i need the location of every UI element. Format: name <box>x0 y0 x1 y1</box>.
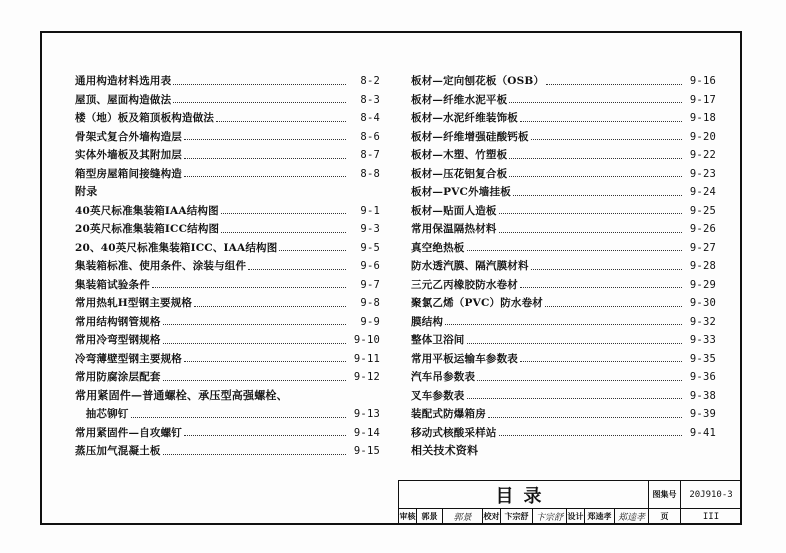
toc-entry-page: 9-24 <box>689 186 716 198</box>
checker-cell <box>501 508 533 525</box>
toc-entry <box>411 276 716 295</box>
toc-entry-title: 屋顶、屋面构造做法 <box>75 93 172 106</box>
review-label: 审核 <box>399 511 416 521</box>
toc-entry <box>411 109 716 128</box>
toc-right-column <box>411 72 716 461</box>
page-label: 页 <box>660 511 669 521</box>
toc-entry-title: 冷弯薄壁型钢主要规格 <box>75 352 182 365</box>
toc-leader-dots <box>488 417 682 418</box>
toc-entry-title: 箱型房屋箱间接缝构造 <box>75 167 182 180</box>
sheet-title: 目录 <box>495 485 552 507</box>
sheet-title-cell <box>399 481 649 508</box>
toc-entry-page: 9-15 <box>353 445 380 457</box>
toc-entry <box>75 276 380 295</box>
toc-entry-page: 9-23 <box>689 167 716 180</box>
toc-entry-page: 9-26 <box>689 223 716 235</box>
toc-leader-dots <box>184 158 346 159</box>
toc-leader-dots <box>513 195 682 196</box>
toc-leader-dots <box>221 232 346 233</box>
toc-entry-page: 8-7 <box>360 149 380 161</box>
toc-entry-title: 装配式防爆箱房 <box>411 408 486 420</box>
toc-entry-title: 常用保温隔热材料 <box>411 223 497 235</box>
toc-leader-dots <box>520 361 682 362</box>
toc-entry-title: 板材—纤维水泥平板 <box>411 93 508 106</box>
toc-entry-page: 8-2 <box>360 75 380 87</box>
title-block-top-row <box>399 481 740 509</box>
toc-entry-page: 9-9 <box>360 315 380 328</box>
toc-entry <box>411 239 716 258</box>
toc-entry <box>75 368 380 387</box>
toc-entry-title: 常用防腐涂层配套 <box>75 371 161 383</box>
toc-entry-title: 常用热轧H型钢主要规格 <box>75 297 193 309</box>
toc-entry <box>411 424 716 443</box>
toc-leader-dots <box>221 213 346 214</box>
page-label-cell <box>649 508 681 525</box>
toc-entry <box>75 146 380 165</box>
toc-entry <box>411 387 716 406</box>
toc-entry-title: 板材—定向刨花板（OSB） <box>411 75 545 87</box>
toc-entry-page: 8-6 <box>360 130 380 143</box>
toc-leader-dots <box>445 324 682 325</box>
toc-leader-dots <box>163 380 346 381</box>
toc-entry <box>75 165 380 184</box>
toc-entry-title: 汽车吊参数表 <box>411 371 476 383</box>
toc-entry <box>75 220 380 239</box>
toc-entry-title: 板材—纤维增强硅酸钙板 <box>411 130 529 143</box>
toc-entry-page: 9-39 <box>689 408 716 420</box>
toc-entry-title: 20、40英尺标准集装箱ICC、IAA结构图 <box>75 241 278 254</box>
toc-entry-title: 楼（地）板及箱顶板构造做法 <box>75 112 215 124</box>
toc-entry-title: 真空绝热板 <box>411 241 465 254</box>
toc-entry-page: 9-33 <box>689 334 716 346</box>
atlas-no-cell <box>681 481 741 508</box>
toc-entry-title: 膜结构 <box>411 315 444 328</box>
toc-entry <box>411 183 716 202</box>
toc-leader-dots <box>173 84 346 85</box>
check-label-cell <box>483 508 501 525</box>
toc-leader-dots <box>248 269 346 270</box>
toc-entry-title: 通用构造材料选用表 <box>75 75 172 87</box>
toc-entry-page: 8-8 <box>360 167 380 180</box>
toc-entry-title: 板材—水泥纤维装饰板 <box>411 112 518 124</box>
toc-entry <box>411 128 716 147</box>
toc-leader-dots <box>173 102 346 103</box>
toc-entry <box>75 313 380 332</box>
toc-entry-page: 9-12 <box>353 371 380 383</box>
toc-leader-dots <box>546 84 682 85</box>
toc-entry <box>75 128 380 147</box>
reviewer-name: 郭景 <box>421 511 438 521</box>
toc-entry <box>411 72 716 91</box>
toc-entry <box>411 202 716 221</box>
toc-leader-dots <box>520 287 682 288</box>
check-label: 校对 <box>483 511 500 521</box>
toc-leader-dots <box>509 176 682 177</box>
title-block-bottom-row <box>399 508 740 525</box>
toc-entry <box>75 442 380 461</box>
toc-entry <box>75 183 380 202</box>
atlas-label-cell <box>649 481 681 508</box>
toc-entry-page: 9-7 <box>360 278 380 291</box>
toc-entry <box>411 350 716 369</box>
toc-entry-title: 常用紧固件—自攻螺钉 <box>75 426 182 439</box>
toc-entry-page: 9-10 <box>353 334 380 346</box>
toc-entry-page: 9-6 <box>360 260 380 272</box>
toc-entry <box>75 405 380 424</box>
toc-leader-dots <box>184 176 346 177</box>
toc-entry-page: 9-3 <box>360 223 380 235</box>
toc-entry-title: 20英尺标准集装箱ICC结构图 <box>75 223 220 235</box>
toc-entry-title: 常用紧固件—普通螺栓、承压型高强螺栓、 <box>75 388 288 402</box>
toc-entry-title: 骨架式复合外墙构造层 <box>75 130 182 143</box>
toc-entry <box>411 257 716 276</box>
toc-entry-page: 9-20 <box>689 130 716 143</box>
reviewer-signature-cell <box>443 508 483 525</box>
toc-entry-page: 9-30 <box>689 297 716 309</box>
toc-leader-dots <box>163 454 346 455</box>
toc-entry <box>75 109 380 128</box>
toc-entry <box>75 202 380 221</box>
toc-entry <box>411 368 716 387</box>
toc-leader-dots <box>194 306 346 307</box>
designer-cell <box>585 508 615 525</box>
toc-entry <box>411 313 716 332</box>
page-number: III <box>702 511 720 522</box>
toc-leader-dots <box>509 158 682 159</box>
toc-entry <box>75 331 380 350</box>
toc-entry-page: 9-25 <box>689 204 716 217</box>
toc-entry <box>411 165 716 184</box>
toc-entry-page: 9-27 <box>689 241 716 254</box>
toc-entry-page: 9-28 <box>689 260 716 272</box>
toc-leader-dots <box>499 213 682 214</box>
toc-entry-title: 聚氯乙烯（PVC）防水卷材 <box>411 297 543 309</box>
toc-leader-dots <box>467 398 683 399</box>
toc-leader-dots <box>531 139 682 140</box>
toc-entry-title: 蒸压加气混凝土板 <box>75 445 161 457</box>
toc-entry-page: 9-1 <box>360 204 380 217</box>
checker-signature-cell <box>533 508 567 525</box>
toc-entry-page: 9-13 <box>353 408 380 420</box>
toc-entry-page: 9-11 <box>353 352 380 365</box>
toc-leader-dots <box>477 380 682 381</box>
toc-entry-title: 移动式核酸采样站 <box>411 426 497 439</box>
toc-leader-dots <box>184 139 346 140</box>
toc-entry-title: 叉车参数表 <box>411 389 465 402</box>
toc-entry-title: 板材—PVC外墙挂板 <box>411 186 511 198</box>
toc-entry <box>411 405 716 424</box>
toc-entry-page: 9-17 <box>689 93 716 106</box>
toc-entry <box>411 442 716 461</box>
toc-entry <box>75 387 380 406</box>
toc-entry-page: 9-32 <box>689 315 716 328</box>
title-block <box>398 480 740 524</box>
toc-entry <box>75 257 380 276</box>
toc-leader-dots <box>279 250 346 251</box>
toc-entry <box>75 72 380 91</box>
toc-entry <box>411 146 716 165</box>
toc-entry-title: 抽芯铆钉 <box>75 408 129 420</box>
toc-entry <box>75 294 380 313</box>
toc-entry-page: 9-14 <box>353 426 380 439</box>
toc-entry-title: 常用冷弯型钢规格 <box>75 334 161 346</box>
toc-entry-page: 9-8 <box>360 297 380 309</box>
toc-leader-dots <box>131 417 347 418</box>
checker-signature: 卞宗舒 <box>535 513 563 523</box>
toc-leader-dots <box>467 343 683 344</box>
toc-entry <box>75 424 380 443</box>
toc-leader-dots <box>163 324 346 325</box>
toc-entry-page: 9-22 <box>689 149 716 161</box>
toc-entry-title: 防水透汽膜、隔汽膜材料 <box>411 260 529 272</box>
toc-entry-page: 9-35 <box>689 352 716 365</box>
toc-entry-title: 板材—贴面人造板 <box>411 204 497 217</box>
toc-entry-title: 常用结构钢管规格 <box>75 315 161 328</box>
toc-leader-dots <box>152 287 346 288</box>
toc-leader-dots <box>216 121 346 122</box>
toc-entry <box>411 294 716 313</box>
toc-leader-dots <box>531 269 682 270</box>
toc-entry-page: 9-16 <box>689 75 716 87</box>
toc-entry <box>75 350 380 369</box>
toc-entry-title: 集装箱标准、使用条件、涂装与组件 <box>75 260 247 272</box>
toc-entry-title: 三元乙丙橡胶防水卷材 <box>411 278 518 291</box>
designer-name: 郑逵孝 <box>587 511 612 521</box>
toc-entry-page: 9-5 <box>360 241 380 254</box>
toc-leader-dots <box>499 435 682 436</box>
toc-leader-dots <box>499 232 682 233</box>
toc-leader-dots <box>545 306 682 307</box>
design-label-cell <box>567 508 585 525</box>
toc-entry-page: 9-41 <box>689 426 716 439</box>
toc-entry-page: 9-36 <box>689 371 716 383</box>
toc-entry-title: 板材—木塑、竹塑板 <box>411 149 508 161</box>
checker-name: 卞宗舒 <box>504 511 529 521</box>
toc-entry <box>411 331 716 350</box>
toc-entry-page: 8-4 <box>360 112 380 124</box>
toc-entry <box>411 91 716 110</box>
toc-entry-page: 9-29 <box>689 278 716 291</box>
atlas-number: 20J910-3 <box>689 489 733 500</box>
toc-leader-dots <box>184 435 346 436</box>
review-label-cell <box>399 508 417 525</box>
toc-entry-title: 常用平板运输车参数表 <box>411 352 518 365</box>
toc-leader-dots <box>509 102 682 103</box>
design-label: 设计 <box>567 511 584 521</box>
toc-entry <box>75 239 380 258</box>
toc-left-column <box>75 72 380 461</box>
toc-entry-page: 9-18 <box>689 112 716 124</box>
toc-entry <box>411 220 716 239</box>
toc-entry-page: 9-38 <box>689 389 716 402</box>
toc-leader-dots <box>184 361 346 362</box>
toc-entry <box>75 91 380 110</box>
designer-signature-cell <box>615 508 649 525</box>
toc-leader-dots <box>163 343 346 344</box>
page-number-cell <box>681 508 741 525</box>
toc-entry-title: 板材—压花铝复合板 <box>411 167 508 180</box>
reviewer-cell <box>417 508 443 525</box>
toc-entry-title: 相关技术资料 <box>411 444 479 457</box>
toc-entry-title: 集装箱试验条件 <box>75 278 150 291</box>
toc-leader-dots <box>520 121 682 122</box>
toc-entry-page: 8-3 <box>360 93 380 106</box>
designer-signature: 郑逵孝 <box>617 513 645 523</box>
toc-entry-title: 附录 <box>75 185 98 198</box>
reviewer-signature: 郭景 <box>453 513 472 523</box>
toc-leader-dots <box>467 250 683 251</box>
toc-entry-title: 实体外墙板及其附加层 <box>75 149 182 161</box>
toc-entry-title: 整体卫浴间 <box>411 334 465 346</box>
atlas-label: 图集号 <box>652 489 677 499</box>
toc-entry-title: 40英尺标准集装箱IAA结构图 <box>75 204 219 217</box>
